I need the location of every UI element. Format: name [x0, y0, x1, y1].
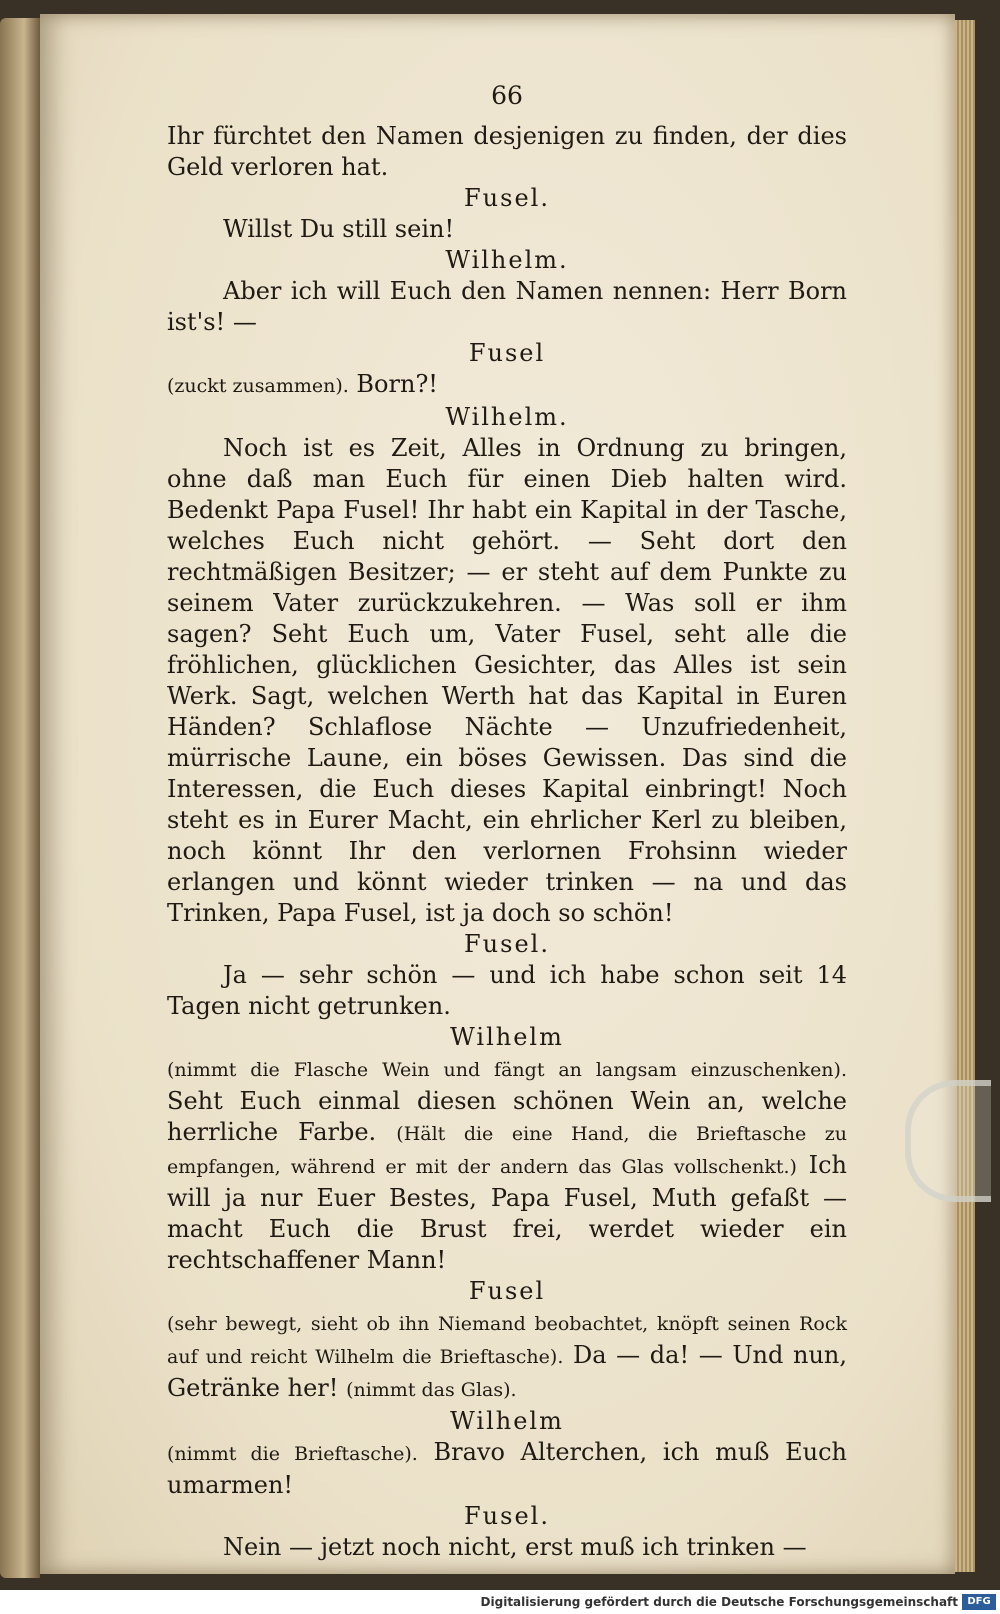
text-line: [167, 1053, 847, 1276]
speaker-name: Wilhelm.: [445, 246, 569, 274]
stage-direction: (nimmt die Brieftasche).: [167, 1443, 418, 1465]
text-line: Willst Du still sein!: [223, 215, 455, 243]
speaker-name: Wilhelm.: [445, 403, 569, 431]
footer-text: Digitalisierung gefördert durch die Deutsche Forschungsgemeinschaft: [480, 1595, 958, 1609]
page-number: 66: [491, 81, 523, 110]
speaker-name: Fusel.: [464, 184, 550, 212]
stage-direction: (nimmt das Glas).: [346, 1379, 517, 1401]
page-stack-edge: [955, 20, 975, 1572]
stage-direction: (sehr bewegt, sieht ob ihn Niemand beobachtet, knöpft seinen Rock auf und reicht Wilhelm die Brieftasche).: [167, 1313, 847, 1368]
stage-direction: (zuckt zusammen).: [167, 375, 349, 397]
page-text: [167, 80, 847, 1563]
dialogue: Seht Euch einmal diesen schönen Wein an, welche herrliche Farbe.: [167, 1087, 847, 1146]
text-line: Ja — sehr schön — und ich habe schon seit 14 Tagen nicht getrunken.: [167, 961, 847, 1020]
dialogue: Ich will ja nur Euer Bestes, Papa Fusel, Muth gefaßt — macht Euch die Brust frei, werdet wieder ein rechtschaffener Mann!: [167, 1151, 847, 1274]
dialogue: Born?!: [356, 370, 438, 398]
text-line: [167, 1437, 847, 1501]
speaker-name: Fusel.: [464, 1502, 550, 1530]
dialogue: Da — da! — Und nun, Getränke her!: [167, 1341, 847, 1402]
text-line: [167, 369, 847, 402]
text-line: Ihr fürchtet den Namen desjenigen zu finden, der dies Geld verloren hat.: [167, 122, 847, 181]
page-clip-icon: [905, 1080, 991, 1202]
text-line: Nein — jetzt noch nicht, erst muß ich trinken —: [223, 1533, 807, 1561]
speaker-name: Fusel.: [464, 930, 550, 958]
speaker-name: Wilhelm: [450, 1407, 564, 1435]
left-page-edge: [0, 18, 40, 1578]
text-line: Noch ist es Zeit, Alles in Ordnung zu bringen, ohne daß man Euch für einen Dieb halten wird. Bedenkt Papa Fusel! Ihr habt ein Kapital in der Tasche, welches Euch nicht gehört. — Seht dort den rechtmäßigen Besitzer; — er steht auf dem Punkte zu seinem Vater zurückzukehren. — Was soll er ihm sagen? Seht Euch um, Vater Fusel, seht alle die fröhlichen, glücklichen Gesichter, das Alles ist sein Werk. Sagt, welchen Werth hat das Kapital in Euren Händen? Schlaflose Nächte — Unzufriedenheit, mürrische Laune, ein böses Gewissen. Das sind die Interessen, die Euch dieses Kapital einbringt! Noch steht es in Eurer Macht, ein ehrlicher Kerl zu bleiben, noch könnt Ihr den verlornen Frohsinn wieder erlangen und könnt wieder trinken — na und das Trinken, Papa Fusel, ist ja doch so schön!: [167, 434, 847, 927]
speaker-name: Fusel: [468, 339, 546, 367]
stage-direction: (nimmt die Flasche Wein und fängt an langsam einzuschenken).: [167, 1059, 847, 1081]
footer-bar: [0, 1590, 1000, 1614]
speaker-name: Wilhelm: [450, 1023, 564, 1051]
dfg-logo: DFG: [962, 1594, 996, 1610]
speaker-name: Fusel: [468, 1277, 546, 1305]
stage-direction: (Hält die eine Hand, die Brieftasche zu empfangen, während er mit der andern das Glas vollschenkt.): [167, 1123, 847, 1178]
text-line: Aber ich will Euch den Namen nennen: Herr Born ist's! —: [167, 277, 847, 336]
text-line: [167, 1307, 847, 1406]
dialogue: Bravo Alterchen, ich muß Euch umarmen!: [167, 1438, 847, 1499]
